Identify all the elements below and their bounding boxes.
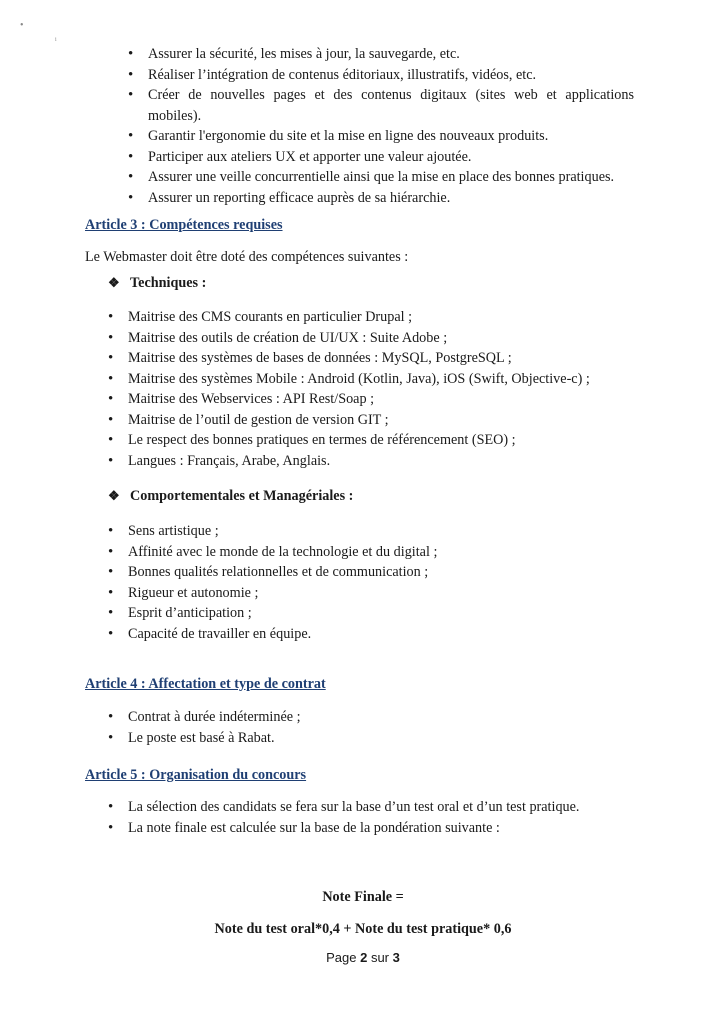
diamond-bullet-icon: ❖	[108, 488, 120, 503]
list-item: • Maitrise de l’outil de gestion de version GIT ;	[108, 410, 668, 431]
list-item: • Le respect des bonnes pratiques en termes de référencement (SEO) ;	[108, 430, 668, 451]
list-item: • Maitrise des CMS courants en particulier Drupal ;	[108, 307, 668, 328]
article-4-heading: Article 4 : Affectation et type de contrat	[85, 676, 326, 692]
article-5-list	[108, 797, 688, 838]
responsibilities-list	[128, 44, 634, 208]
article-3-heading: Article 3 : Compétences requises	[85, 217, 283, 233]
list-item: • Le poste est basé à Rabat.	[108, 728, 668, 749]
formula-line-2: Note du test oral*0,4 + Note du test pratique* 0,6	[214, 921, 512, 937]
comportementales-list	[108, 521, 668, 644]
list-item: • Rigueur et autonomie ;	[108, 583, 668, 604]
list-item: • Esprit d’anticipation ;	[108, 603, 668, 624]
list-item-continuation: mobiles).	[148, 107, 202, 124]
list-item: • Créer de nouvelles pages et des contenus digitaux (sites web et applications	[128, 85, 634, 106]
scan-artifact-mark: ᵢ	[55, 32, 57, 43]
list-item: • Assurer la sécurité, les mises à jour, la sauvegarde, etc.	[128, 44, 634, 65]
page-number: Page 2 sur 3	[326, 950, 400, 965]
list-item: • Maitrise des Webservices : API Rest/Soap ;	[108, 389, 668, 410]
list-item: • Réaliser l’intégration de contenus éditoriaux, illustratifs, vidéos, etc.	[128, 65, 634, 86]
comportementales-subheading: ❖ Comportementales et Managériales :	[108, 488, 354, 504]
article-3-intro: Le Webmaster doit être doté des compétences suivantes :	[85, 249, 409, 265]
scan-artifact-dot: •	[20, 20, 24, 31]
formula-line-1: Note Finale =	[322, 889, 404, 905]
list-item: • Assurer une veille concurrentielle ainsi que la mise en place des bonnes pratiques.	[128, 167, 634, 188]
list-item: • Participer aux ateliers UX et apporter une valeur ajoutée.	[128, 147, 634, 168]
list-item: • La sélection des candidats se fera sur la base d’un test oral et d’un test pratique.	[108, 797, 688, 818]
list-item: • Bonnes qualités relationnelles et de communication ;	[108, 562, 668, 583]
article-5-heading: Article 5 : Organisation du concours	[85, 767, 307, 783]
list-item: • Maitrise des systèmes Mobile : Android (Kotlin, Java), iOS (Swift, Objective-c) ;	[108, 369, 668, 390]
techniques-subheading: ❖ Techniques :	[108, 275, 207, 291]
list-item: • Assurer un reporting efficace auprès de sa hiérarchie.	[128, 188, 634, 209]
list-item: • Langues : Français, Arabe, Anglais.	[108, 451, 668, 472]
list-item: • Capacité de travailler en équipe.	[108, 624, 668, 645]
diamond-bullet-icon: ❖	[108, 275, 120, 290]
article-4-list	[108, 707, 668, 748]
techniques-list	[108, 307, 668, 471]
list-item: • La note finale est calculée sur la base de la pondération suivante :	[108, 818, 688, 839]
list-item: • Garantir l'ergonomie du site et la mise en ligne des nouveaux produits.	[128, 126, 634, 147]
list-item: • Sens artistique ;	[108, 521, 668, 542]
list-item: • Maitrise des systèmes de bases de données : MySQL, PostgreSQL ;	[108, 348, 668, 369]
list-item: • Maitrise des outils de création de UI/UX : Suite Adobe ;	[108, 328, 668, 349]
list-item: • Contrat à durée indéterminée ;	[108, 707, 668, 728]
list-item: • Affinité avec le monde de la technologie et du digital ;	[108, 542, 668, 563]
